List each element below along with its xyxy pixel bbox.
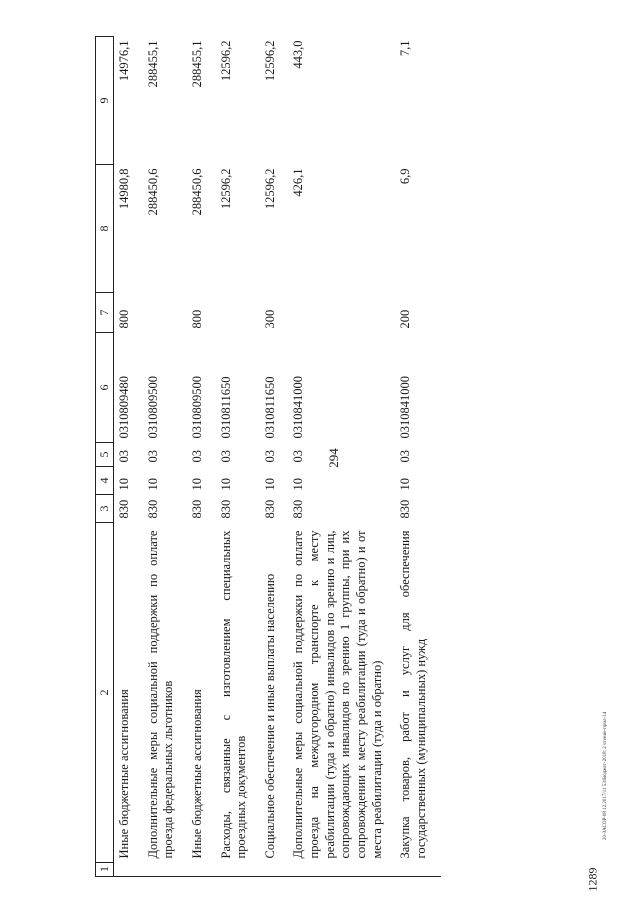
cell-c6: 0310809500	[189, 376, 204, 439]
cell-c5: 03	[291, 450, 306, 463]
cell-c4: 10	[145, 478, 160, 491]
row-name: Иные бюджетные ассигнования	[117, 689, 131, 859]
column-header: 1	[96, 863, 114, 877]
row-name: Социальное обеспечение и иные выплаты населению	[262, 573, 277, 859]
cell-c6: 0310809480	[117, 376, 131, 439]
row-name: Иные бюджетные ассигнования	[189, 689, 204, 859]
cell-c3: 830	[117, 499, 131, 519]
cell-c9: 288455,1	[145, 40, 160, 88]
cell-c3: 830	[262, 499, 277, 519]
cell-c4: 10	[398, 478, 413, 491]
cell-c9: 14976,1	[117, 40, 131, 82]
cell-c7	[145, 293, 189, 333]
document-number: 1289	[585, 867, 600, 892]
cell-c3: 830	[145, 499, 160, 519]
cell-c8: 14980,8	[117, 168, 131, 210]
cell-c7: 800	[117, 309, 131, 329]
row-name: Дополнительные меры социальной поддержки по оплате проезда федеральных льготников	[145, 530, 176, 859]
table-row	[218, 37, 262, 877]
cell-c9: 12596,2	[262, 40, 277, 82]
cell-c3: 830	[398, 499, 413, 519]
cell-c8: 12596,2	[262, 168, 277, 210]
table-row	[262, 37, 291, 877]
column-header: 5	[96, 443, 114, 467]
cell-c4: 10	[218, 478, 233, 491]
cell-c6: 0310809500	[145, 376, 160, 439]
cell-c7: 800	[189, 309, 204, 329]
table-row	[189, 37, 218, 877]
cell-c3: 830	[189, 499, 204, 519]
column-header: 2	[96, 523, 114, 863]
cell-c9: 7,1	[398, 40, 413, 57]
row-name: Дополнительные меры социальной поддержки по оплате проезда на междугородном транспорте к месту реабилитации (туда и обратно) инвалидов по зрению и лиц, сопровождающих инвалидов по зрению 1 группы, при их сопровождении к месту реабилитации (туда и обратно) и от места реабилитации (туда и обратно)	[291, 530, 384, 859]
column-header: 3	[96, 495, 114, 523]
budget-table-rotated	[95, 37, 575, 877]
cell-c8: 288450,6	[189, 168, 204, 216]
cell-c4: 10	[291, 478, 306, 491]
cell-c6: 0310841000	[291, 376, 306, 439]
cell-c4: 10	[117, 478, 131, 491]
cell-c8: 288450,6	[145, 168, 160, 216]
cell-c6: 0310841000	[398, 376, 413, 439]
cell-c6: 0310811650	[218, 376, 233, 439]
table-row	[290, 37, 397, 877]
cell-c9: 12596,2	[218, 40, 233, 82]
cell-c7	[218, 293, 262, 333]
cell-c9: 443,0	[291, 40, 306, 69]
row-name: Расходы, связанные с изготовлением специальных проездных документов	[218, 530, 249, 859]
cell-c6: 0310811650	[262, 376, 277, 439]
cell-c4: 10	[262, 478, 277, 491]
cell-c3: 830	[218, 499, 233, 519]
cell-c5: 03	[189, 450, 204, 463]
row-name: Закупка товаров, работ и услуг для обеспечения государственных (муниципальных) нужд	[398, 530, 428, 859]
cell-c5: 03	[398, 450, 413, 463]
cell-c9: 288455,1	[189, 40, 204, 88]
table-row	[397, 37, 441, 877]
cell-c7: 300	[262, 309, 277, 329]
column-header: 8	[96, 165, 114, 293]
table-row	[114, 37, 145, 877]
cell-c7: 200	[398, 309, 413, 329]
cell-c5: 03	[145, 450, 160, 463]
cell-c8: 6,9	[398, 168, 413, 185]
page-number: 294	[326, 448, 341, 468]
cell-c8: 426,1	[291, 168, 306, 197]
budget-table	[95, 36, 441, 877]
table-row	[145, 37, 189, 877]
cell-c7	[290, 293, 397, 333]
table-header-row	[96, 37, 114, 877]
cell-c3: 830	[291, 499, 306, 519]
cell-c5: 03	[218, 450, 233, 463]
column-header: 9	[96, 37, 114, 165]
column-header: 4	[96, 467, 114, 495]
column-header: 7	[96, 293, 114, 333]
cell-c8: 12596,2	[218, 168, 233, 210]
cell-c5: 03	[117, 450, 131, 463]
document-stamp: 20-ЗАСОР-08 12.2017/11 53/Бюджет-2018: 2 чтение-прил-14	[603, 711, 608, 840]
cell-c5: 03	[262, 450, 277, 463]
column-header: 6	[96, 333, 114, 443]
cell-c4: 10	[189, 478, 204, 491]
